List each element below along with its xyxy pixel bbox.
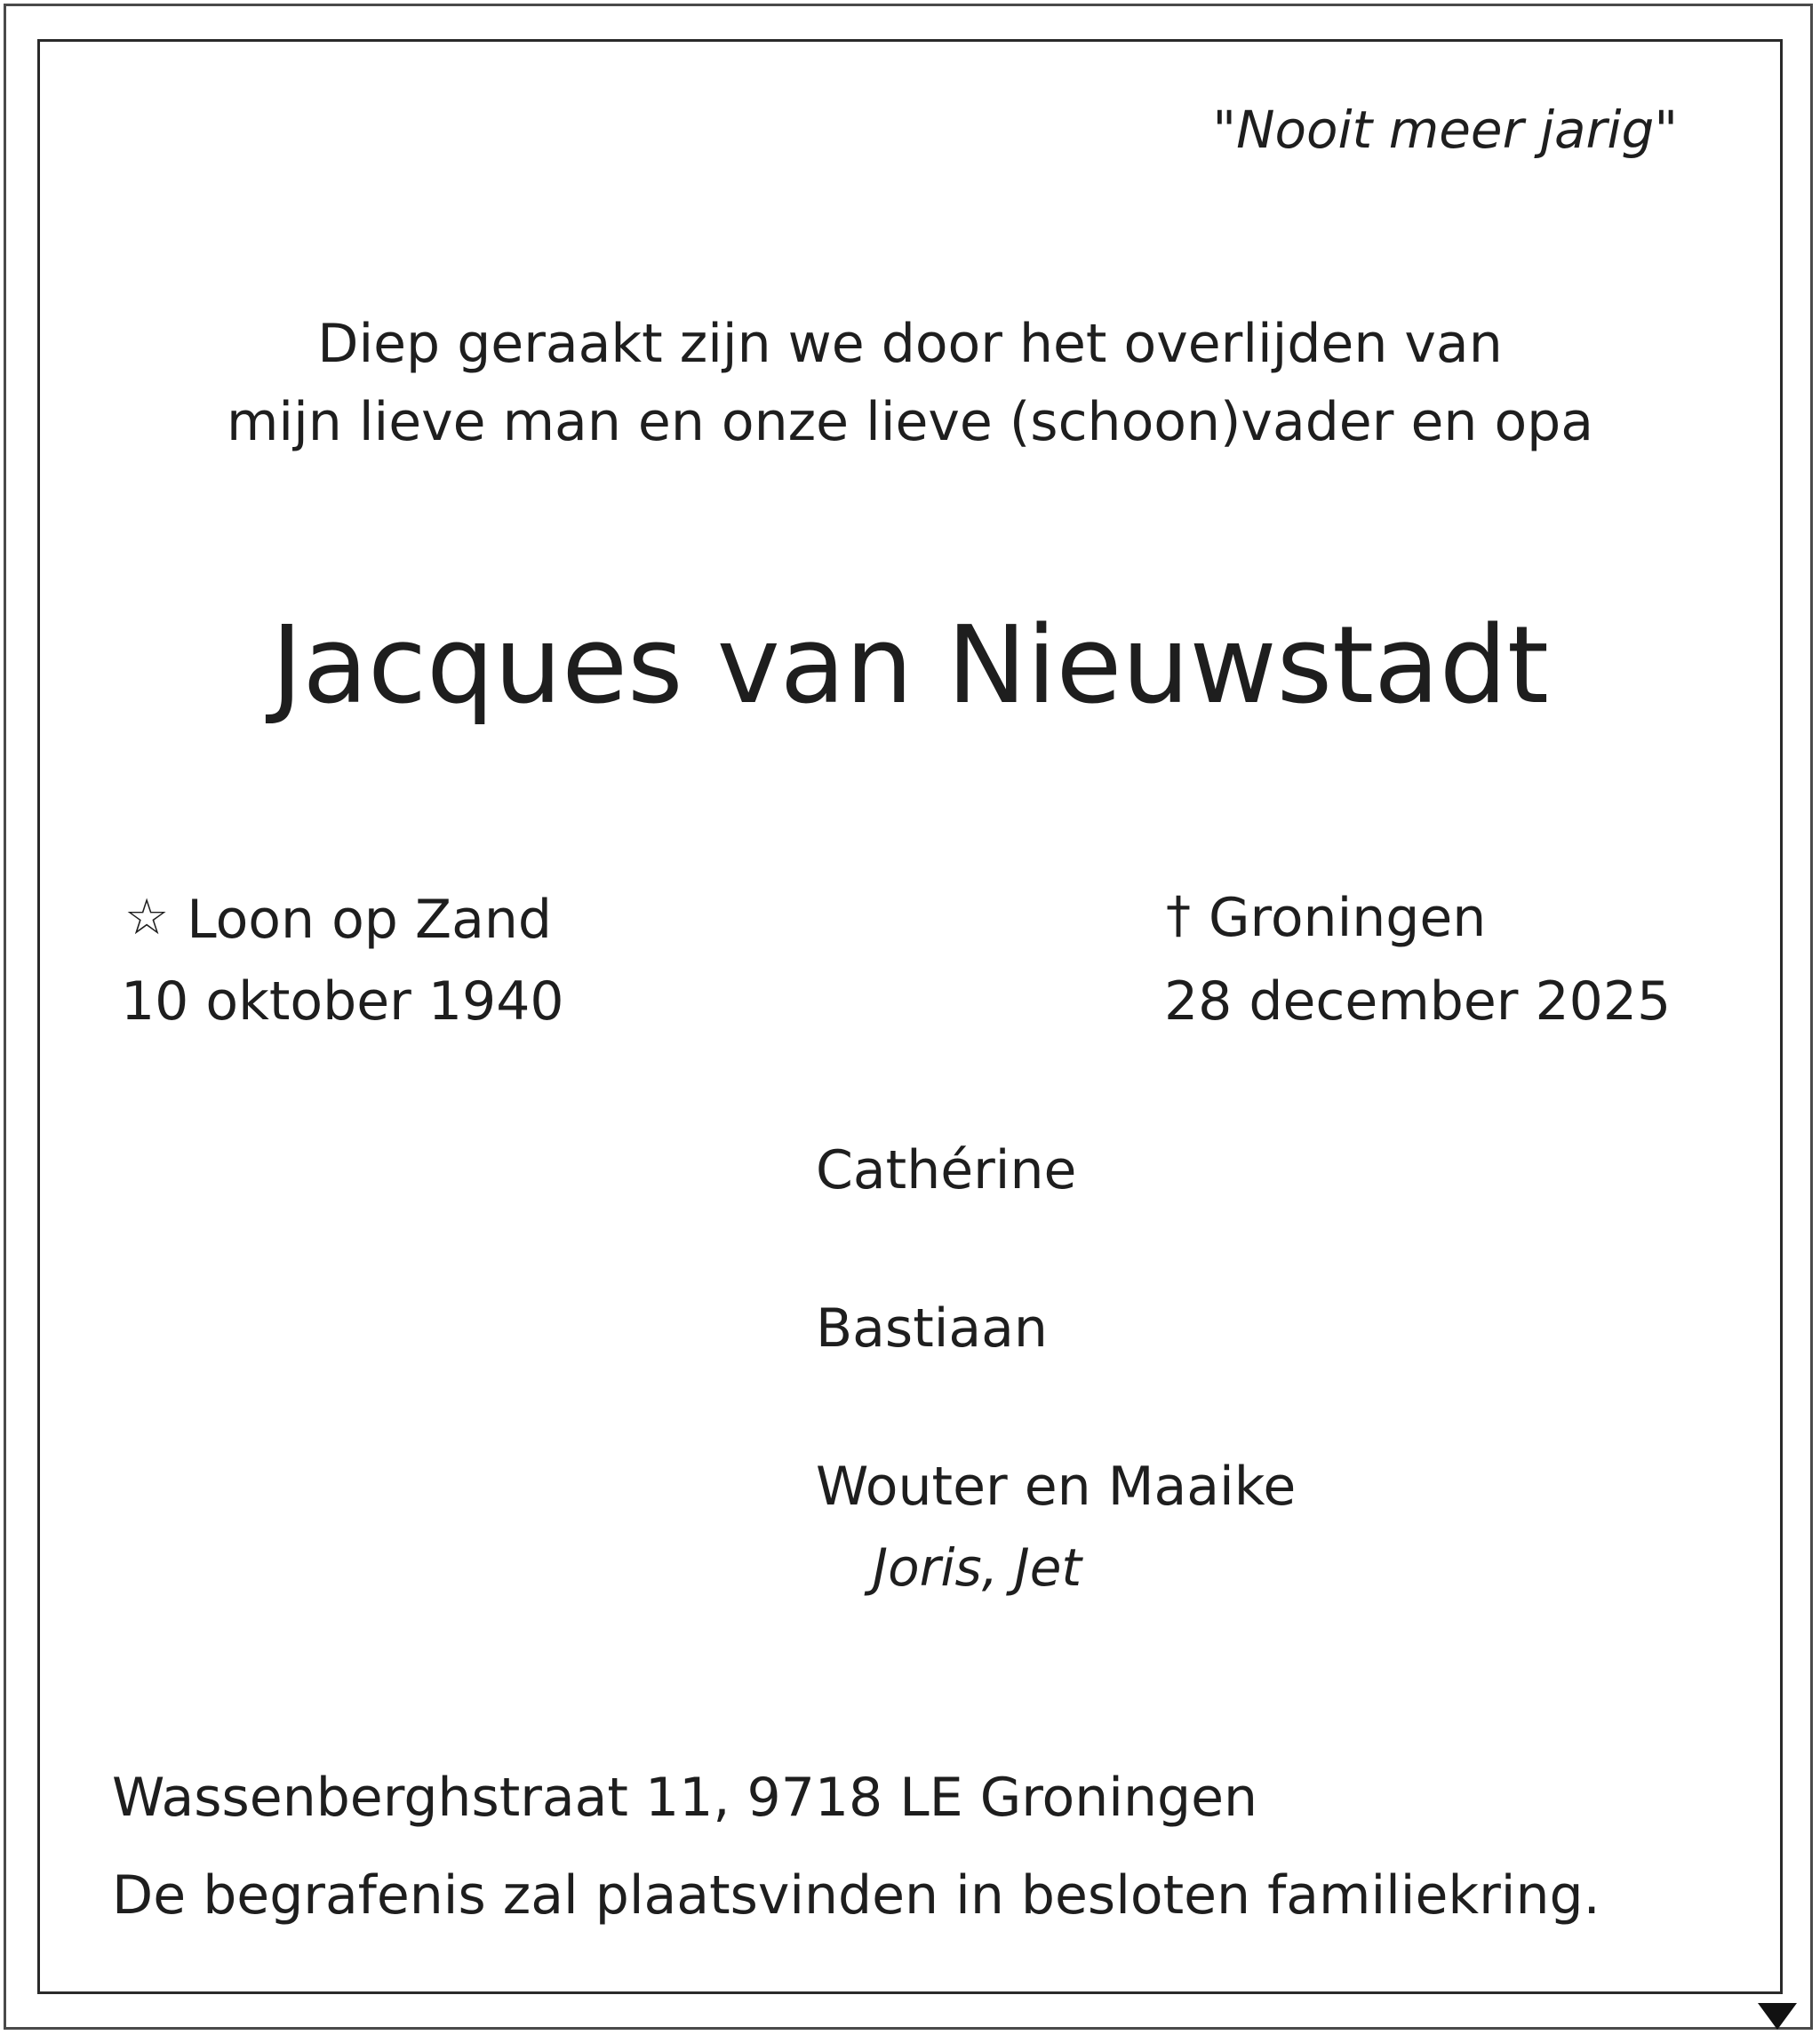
cross-icon: † [1166,887,1191,945]
death-date: 28 december 2025 [1164,970,1672,1033]
motto-quote: "Nooit meer jarig" [1212,100,1678,160]
death-place: Groningen [1209,887,1487,949]
birth-date: 10 oktober 1940 [121,970,564,1033]
family-member: Cathérine [816,1139,1077,1201]
star-icon: ☆ [124,889,170,946]
intro-line-2: mijn lieve man en onze lieve (schoon)vader en opa [226,391,1594,453]
birth-place: Loon op Zand [187,889,552,951]
grandchildren: Joris, Jet [873,1537,1082,1598]
deceased-name: Jacques van Nieuwstadt [271,604,1549,728]
death-place-line [1166,887,1486,949]
funeral-note: De begrafenis zal plaatsvinden in besloten familiekring. [112,1864,1600,1927]
birth-place-line [124,889,552,951]
family-member: Wouter en Maaike [816,1456,1297,1518]
family-member: Bastiaan [816,1297,1048,1360]
address-line: Wassenberghstraat 11, 9718 LE Groningen [112,1767,1258,1829]
intro-line-1: Diep geraakt zijn we door het overlijden van [317,313,1503,375]
end-triangle-icon [1758,2003,1797,2030]
